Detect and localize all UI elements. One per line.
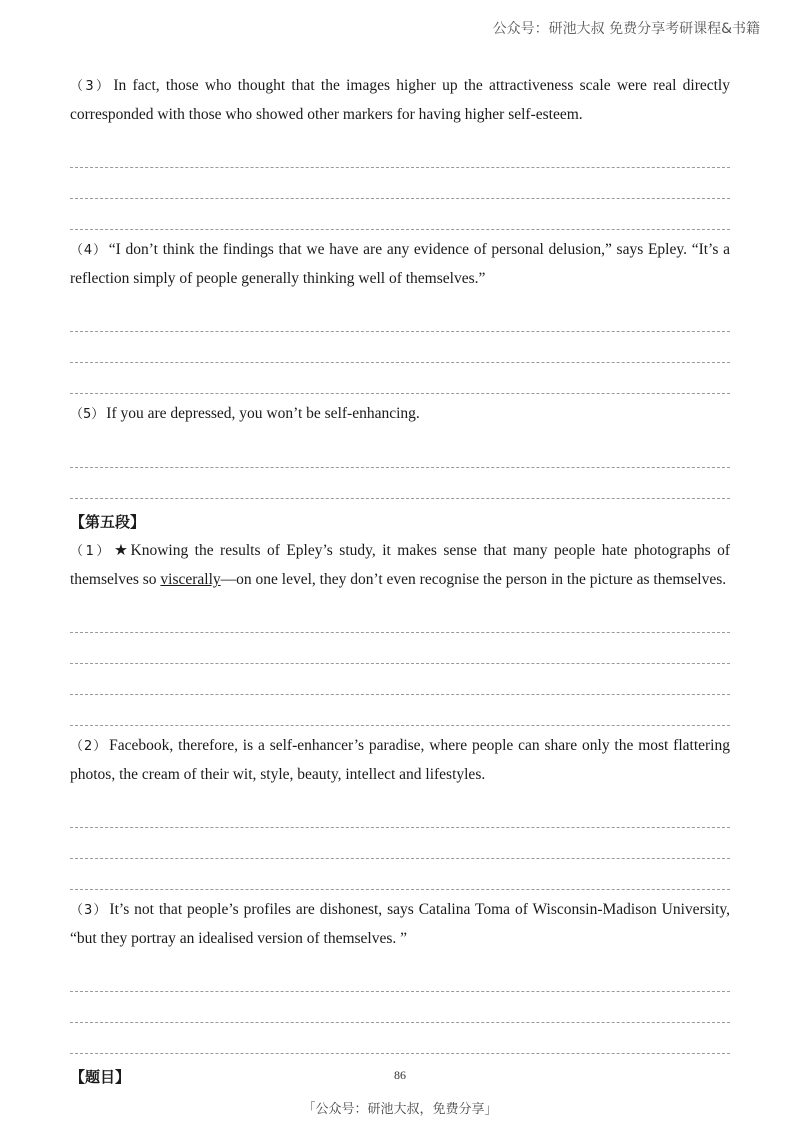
sentence-block-5 <box>70 400 730 499</box>
sentence-number: （4） <box>70 243 107 258</box>
sentence-body: “I don’t think the findings that we have are any evidence of personal delusion,” says Epley. “It’s a reflection simply of people generally thinking well of themselves.” <box>70 241 730 287</box>
sentence-body-post: —on one level, they don’t even recognise the person in the picture as themselves. <box>220 571 727 588</box>
answer-line[interactable] <box>70 961 730 992</box>
sentence-body: Facebook, therefore, is a self-enhancer’s paradise, where people can share only the most flattering photos, the cream of their wit, style, beauty, intellect and lifestyles. <box>70 737 730 783</box>
underlined-word: viscerally <box>160 571 221 588</box>
paragraph5-sentence-1 <box>70 537 730 726</box>
sentence-text <box>70 72 730 129</box>
sentence-block-4 <box>70 236 730 394</box>
answer-line[interactable] <box>70 168 730 199</box>
sentence-body: It’s not that people’s profiles are dishonest, says Catalina Toma of Wisconsin-Madison University, “but they portray an idealised version of themselves. ” <box>70 901 730 947</box>
paragraph5-sentence-2 <box>70 732 730 890</box>
sentence-body: In fact, those who thought that the images higher up the attractiveness scale were real directly corresponded with those who showed other markers for having higher self-esteem. <box>70 77 730 123</box>
answer-line[interactable] <box>70 437 730 468</box>
answer-line[interactable] <box>70 199 730 230</box>
sentence-number: （3） <box>70 903 108 918</box>
section-title-questions: 【题目】 <box>70 1068 131 1086</box>
header-watermark: 公众号：研池大叔 免费分享考研课程&书籍 <box>492 21 760 37</box>
sentence-block-3 <box>70 72 730 230</box>
page-content <box>70 72 730 1092</box>
sentence-text <box>70 400 730 429</box>
answer-line[interactable] <box>70 664 730 695</box>
answer-line[interactable] <box>70 828 730 859</box>
answer-line[interactable] <box>70 797 730 828</box>
answer-line[interactable] <box>70 468 730 499</box>
page-number: 86 <box>394 1068 406 1082</box>
answer-lines[interactable] <box>70 301 730 394</box>
sentence-body: If you are depressed, you won’t be self-enhancing. <box>106 405 420 422</box>
section-title-paragraph-5: 【第五段】 <box>70 513 146 531</box>
answer-line[interactable] <box>70 1023 730 1054</box>
paragraph5-sentence-3 <box>70 896 730 1054</box>
sentence-number: （2） <box>70 739 108 754</box>
answer-line[interactable] <box>70 602 730 633</box>
answer-lines[interactable] <box>70 137 730 230</box>
sentence-number: （1） <box>70 544 113 559</box>
sentence-text <box>70 537 730 594</box>
footer-watermark: 「公众号：研池大叔，免费分享」 <box>302 1102 498 1117</box>
answer-line[interactable] <box>70 137 730 168</box>
answer-line[interactable] <box>70 859 730 890</box>
answer-line[interactable] <box>70 332 730 363</box>
answer-line[interactable] <box>70 363 730 394</box>
answer-line[interactable] <box>70 301 730 332</box>
answer-lines[interactable] <box>70 961 730 1054</box>
answer-lines[interactable] <box>70 602 730 726</box>
answer-line[interactable] <box>70 992 730 1023</box>
answer-line[interactable] <box>70 695 730 726</box>
sentence-text <box>70 236 730 293</box>
sentence-text <box>70 896 730 953</box>
answer-line[interactable] <box>70 633 730 664</box>
answer-lines[interactable] <box>70 437 730 499</box>
sentence-body-pre: ★Knowing the results of Epley’s study, it makes sense that many people hate photographs of themselves so <box>70 542 730 588</box>
answer-lines[interactable] <box>70 797 730 890</box>
sentence-number: （5） <box>70 407 105 422</box>
sentence-text <box>70 732 730 789</box>
sentence-number: （3） <box>70 79 112 94</box>
